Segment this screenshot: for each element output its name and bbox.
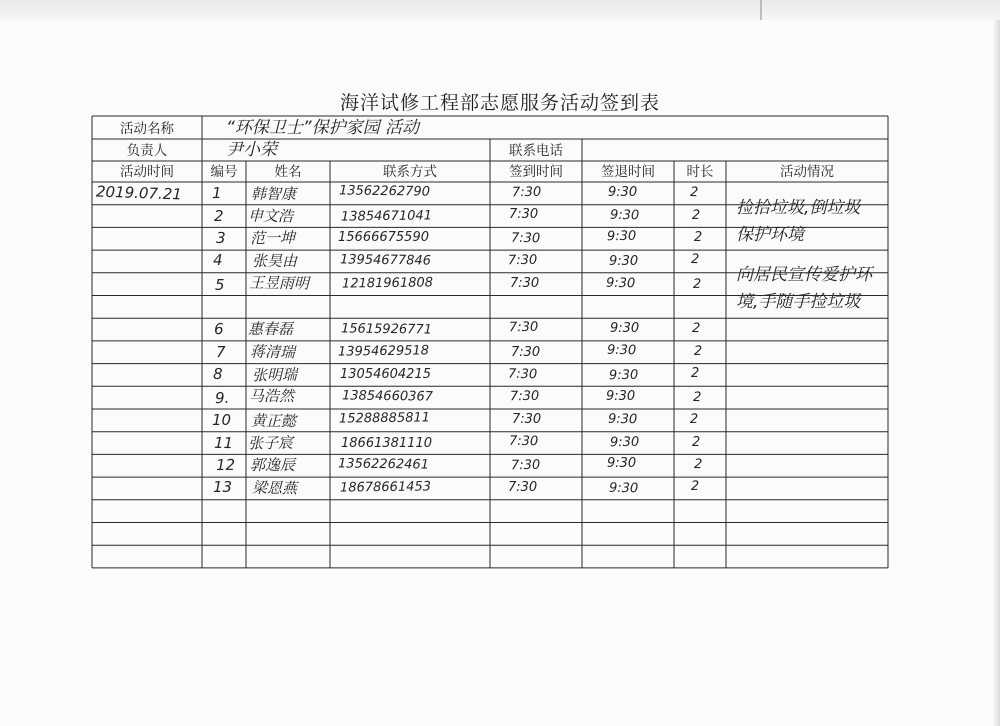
label-contact: 联系方式 <box>383 164 437 180</box>
row-checkin: 7:30 <box>507 252 538 269</box>
row-phone: 18678661453 <box>339 479 432 496</box>
row-checkout: 9:30 <box>610 321 640 337</box>
label-situation: 活动情况 <box>780 164 834 180</box>
row-checkin: 7:30 <box>508 433 539 449</box>
row-checkin: 7:30 <box>510 275 540 291</box>
row-duration: 2 <box>692 390 702 406</box>
row-phone: 13854660367 <box>341 388 434 405</box>
row-name: 申文浩 <box>247 206 294 226</box>
row-checkin: 7:30 <box>511 344 541 360</box>
situation-line: 捡拾垃圾,倒垃圾 <box>736 198 861 218</box>
row-checkout: 9:30 <box>609 254 639 270</box>
row-checkin: 7:30 <box>508 319 539 336</box>
situation-line: 向居民宣传爱护环 <box>736 265 872 285</box>
row-name: 郭逸辰 <box>250 456 296 475</box>
row-phone: 13854671041 <box>340 208 433 225</box>
row-number: 7 <box>216 342 226 361</box>
row-checkin: 7:30 <box>510 458 541 474</box>
label-activity-time: 活动时间 <box>120 164 174 180</box>
row-checkin: 7:30 <box>509 389 540 405</box>
label-activity-name: 活动名称 <box>120 121 174 137</box>
situation-line: 保护环境 <box>736 225 804 245</box>
activity-name-value: “环保卫士”保护家园 活动 <box>226 118 420 138</box>
row-duration: 2 <box>691 365 700 381</box>
row-duration: 2 <box>690 479 700 495</box>
row-name: 梁恩燕 <box>251 478 298 498</box>
row-phone: 15666675590 <box>338 230 429 246</box>
row-phone: 15615926771 <box>340 321 433 338</box>
label-phone: 联系电话 <box>509 143 563 159</box>
label-number: 编号 <box>210 164 238 180</box>
row-checkout: 9:30 <box>606 389 636 405</box>
sheet-title: 海洋试修工程部志愿服务活动签到表 <box>339 92 660 114</box>
row-checkin: 7:30 <box>509 206 539 222</box>
row-checkout: 9:30 <box>609 207 640 223</box>
row-phone: 13954677846 <box>339 252 432 269</box>
row-duration: 2 <box>692 434 701 450</box>
row-name: 张子宸 <box>247 433 294 453</box>
row-name: 惠春磊 <box>248 320 294 339</box>
row-phone: 12181961808 <box>341 275 434 292</box>
row-number: 13 <box>213 478 233 497</box>
row-number: 9. <box>214 389 230 408</box>
row-checkout: 9:30 <box>609 434 640 450</box>
row-number: 4 <box>212 251 223 270</box>
row-checkin: 7:30 <box>510 231 541 247</box>
row-checkin: 7:30 <box>507 366 538 382</box>
row-checkout: 9:30 <box>607 411 638 428</box>
row-name: 张昊由 <box>252 252 298 271</box>
label-checkin: 签到时间 <box>509 164 563 180</box>
row-phone: 13562262790 <box>338 183 431 200</box>
row-checkin: 7:30 <box>512 412 542 427</box>
row-duration: 2 <box>691 207 701 223</box>
row-duration: 2 <box>693 457 703 473</box>
situation-line: 境,手随手捡垃圾 <box>736 292 861 312</box>
row-checkin: 7:30 <box>511 184 542 201</box>
label-duration: 时长 <box>686 164 714 180</box>
row-name: 韩智康 <box>251 185 297 203</box>
row-number: 5 <box>215 275 225 294</box>
leader-value: 尹小荣 <box>226 140 277 160</box>
label-leader: 负责人 <box>126 143 168 159</box>
label-checkout: 签退时间 <box>601 164 655 180</box>
row-name: 张明瑞 <box>251 365 298 384</box>
row-duration: 2 <box>694 230 703 246</box>
row-number: 3 <box>215 229 226 248</box>
row-number: 6 <box>213 320 224 339</box>
row-name: 王昱雨明 <box>248 273 310 293</box>
row-checkout: 9:30 <box>608 367 639 383</box>
row-name: 蒋清瑞 <box>249 342 296 362</box>
row-name: 马浩然 <box>249 387 295 406</box>
row-checkout: 9:30 <box>608 185 638 200</box>
row-checkin: 7:30 <box>508 480 538 496</box>
row-duration: 2 <box>691 321 701 337</box>
row-checkout: 9:30 <box>606 342 637 359</box>
row-number: 1 <box>211 183 222 203</box>
row-phone: 13562262461 <box>337 456 430 474</box>
row-number: 8 <box>212 364 223 383</box>
activity-date-value: 2019.07.21 <box>95 182 183 204</box>
row-duration: 2 <box>689 184 699 201</box>
label-name: 姓名 <box>274 164 302 180</box>
row-number: 10 <box>212 411 232 429</box>
row-checkout: 9:30 <box>605 275 636 291</box>
row-duration: 2 <box>689 411 699 428</box>
row-number: 12 <box>215 456 236 475</box>
row-duration: 2 <box>692 276 702 292</box>
row-number: 11 <box>213 433 234 452</box>
row-name: 范一坤 <box>249 229 296 248</box>
row-checkout: 9:30 <box>608 480 639 497</box>
row-checkout: 9:30 <box>606 229 637 245</box>
row-name: 黄正懿 <box>250 411 297 431</box>
row-phone: 13954629518 <box>337 343 430 360</box>
row-phone: 15288885811 <box>338 410 431 427</box>
activity-situation-text <box>736 195 896 316</box>
row-checkout: 9:30 <box>607 456 637 472</box>
row-phone: 18661381110 <box>341 435 432 451</box>
row-phone: 13054604215 <box>340 366 431 382</box>
row-duration: 2 <box>693 343 703 359</box>
row-number: 2 <box>214 206 224 225</box>
row-duration: 2 <box>690 252 700 268</box>
